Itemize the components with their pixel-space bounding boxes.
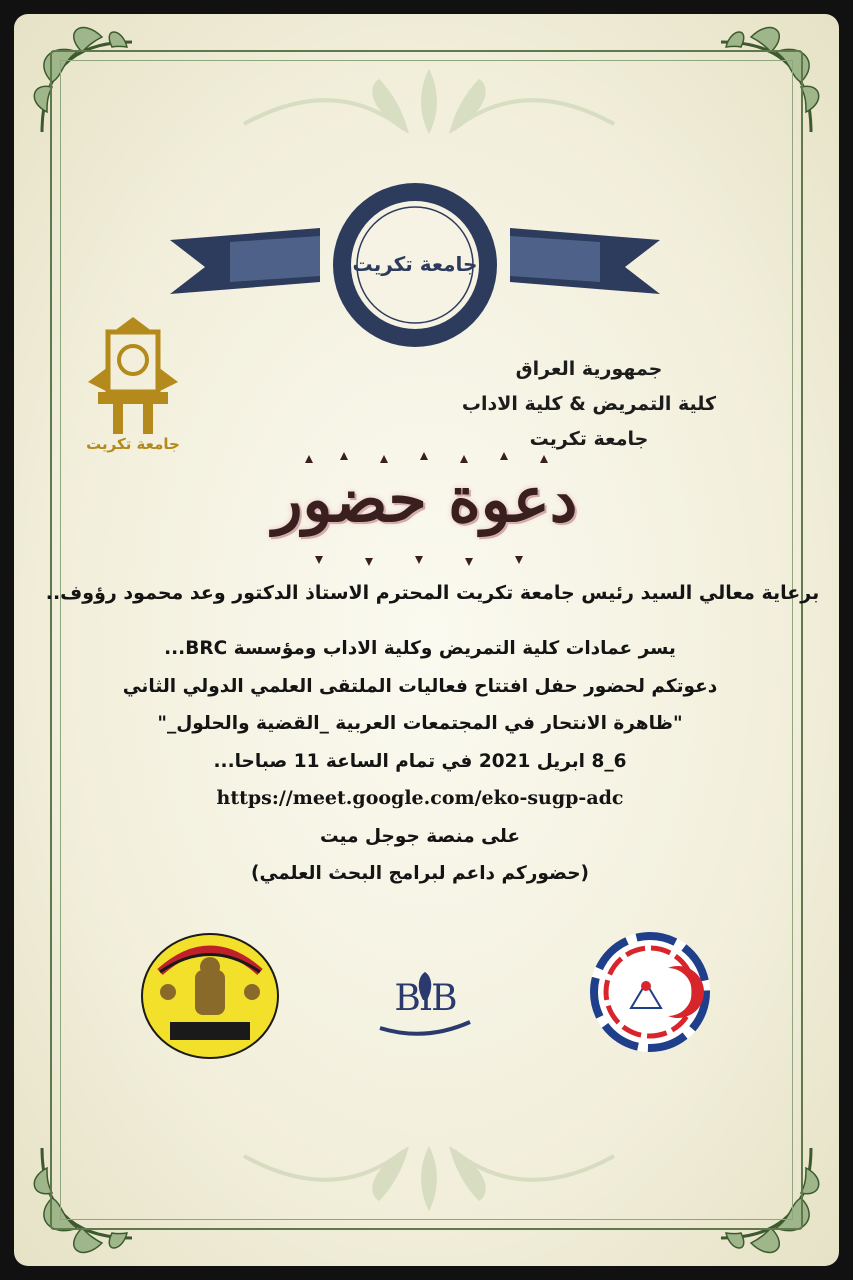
arts-college-logo-icon — [140, 932, 280, 1060]
body-line-note: (حضوركم داعم لبرامج البحث العلمي) — [250, 863, 590, 884]
body-line-topic: "ظاهرة الانتحار في المجتمعات العربية _القضية والحلول_" — [157, 713, 683, 734]
seal-label: جامعة تكريت — [352, 252, 478, 276]
body-line-invitation: دعوتكم لحضور حفل افتتاح فعاليات الملتقى العلمي الدولي الثاني — [122, 675, 718, 697]
floral-ornament-icon — [224, 64, 634, 144]
body-line-date: 6_8 ابريل 2021 في تمام الساعة 11 صباحا... — [213, 750, 627, 772]
nursing-college-logo-icon — [586, 928, 714, 1056]
body-line-platform: على منصة جوجل ميت — [319, 825, 521, 847]
header-colleges: كلية التمريض & كلية الاداب — [461, 393, 717, 415]
meeting-link[interactable]: https://meet.google.com/eko-sugp-adc — [216, 787, 624, 809]
brc-logo-label: BIB — [394, 978, 456, 1019]
header-university: جامعة تكريت — [529, 428, 649, 450]
body-line-hosts: يسر عمادات كلية التمريض وكلية الاداب ومؤسسة BRC... — [164, 638, 676, 659]
patron-line: برعاية معالي السيد رئيس جامعة تكريت المحترم الاستاذ الدكتور وعد محمود رؤوف.. — [45, 582, 820, 604]
floral-ornament-icon — [224, 1136, 634, 1216]
header-country: جمهورية العراق — [515, 358, 663, 380]
emblem-caption: جامعة تكريت — [86, 435, 180, 453]
invitation-body — [100, 630, 740, 893]
invitation-title: دعوة حضور — [272, 463, 578, 536]
